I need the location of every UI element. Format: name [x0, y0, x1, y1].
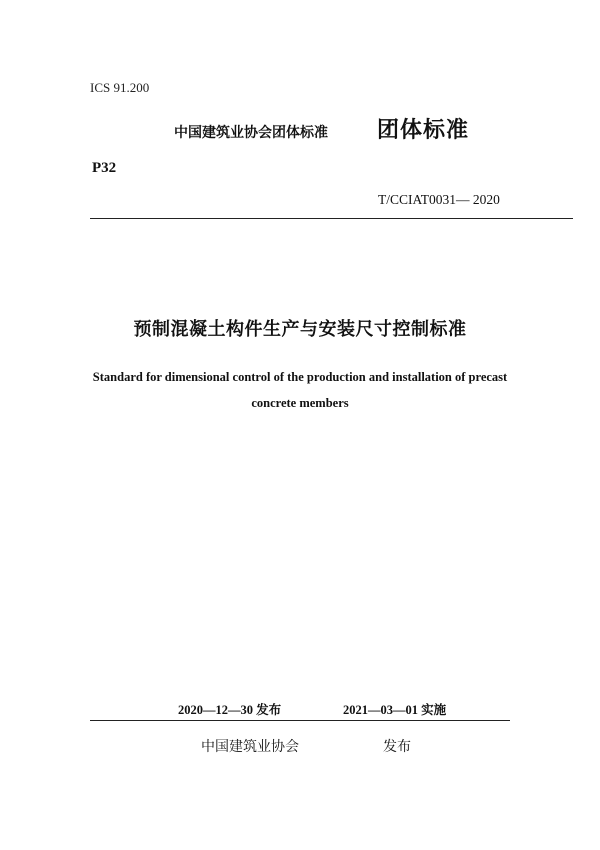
document-title-english-line2: concrete members [251, 396, 349, 410]
document-title-english-line1: Standard for dimensional control of the production and installation of precast [92, 370, 508, 384]
publisher-name: 中国建筑业协会 [201, 739, 299, 755]
publish-label: 发布 [383, 739, 411, 755]
document-title-chinese: 预制混凝土构件生产与安装尺寸控制标准 [133, 319, 467, 340]
organization-header: 中国建筑业协会团体标准 [174, 125, 328, 141]
issue-date: 2020—12—30 发布 [178, 703, 282, 717]
standard-number: T/CCIAT0031— 2020 [378, 192, 500, 207]
implementation-date: 2021—03—01 实施 [343, 703, 447, 717]
header-divider [90, 218, 573, 219]
footer-divider [90, 720, 510, 721]
standard-type-label: 团体标准 [377, 118, 470, 143]
ics-code: ICS 91.200 [90, 80, 150, 95]
category-code: P32 [92, 160, 117, 176]
